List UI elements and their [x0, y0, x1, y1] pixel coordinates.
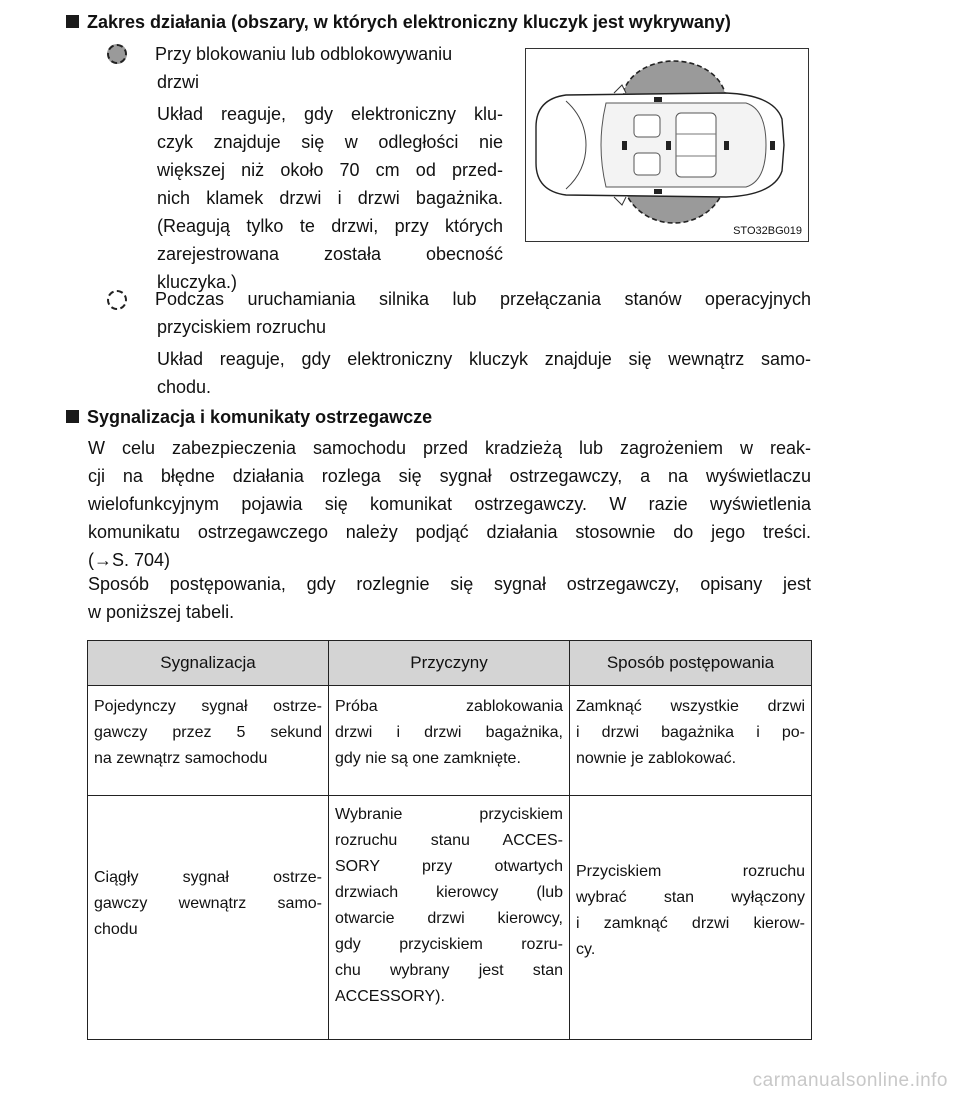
figure-code: STO32BG019 [733, 225, 802, 237]
paragraph-line: cji na błędne działania rozlega się sygnał ostrzegawczy, a na wyświetlaczu [88, 466, 811, 486]
cell-line: nownie je zablokować. [576, 750, 737, 767]
description-line: Układ reaguje, gdy elektroniczny kluczyk znajduje się wewnątrz samo- [157, 349, 811, 369]
table-header-row [88, 641, 812, 686]
cell-line: Przyciskiem rozruchu [576, 862, 805, 880]
antenna-icon [666, 141, 671, 150]
paragraph-line: Sposób postępowania, gdy rozlegnie się sygnał ostrzegawczy, opisany jest [88, 574, 811, 594]
warnings-paragraph-2 [88, 570, 811, 626]
cell-line: drzwi i drzwi bagażnika, [335, 724, 563, 741]
item-title-line: Podczas uruchamiania silnika lub przełączania stanów operacyjnych [155, 289, 811, 309]
cell-line: cy. [576, 940, 596, 958]
description-line: czyk znajduje się w odległości nie [157, 132, 503, 152]
section-bullet-icon [66, 410, 79, 423]
table-row [88, 796, 812, 1040]
section-heading-warnings: Sygnalizacja i komunikaty ostrzegawcze [66, 405, 432, 429]
warning-signals-table [87, 640, 812, 1040]
light-area-marker-icon [107, 290, 127, 310]
item-engine-start-title [155, 285, 811, 341]
cell-line: Zamknąć wszystkie drzwi [576, 698, 805, 715]
description-line: kluczyka.) [157, 272, 238, 292]
rear-seat [676, 113, 716, 177]
dark-area-marker-icon [107, 44, 127, 64]
item-title-line: drzwi [157, 72, 200, 92]
cell-line: Ciągły sygnał ostrze- [94, 868, 322, 886]
cell-line: otwarcie drzwi kierowcy, [335, 910, 563, 927]
paragraph-line: w poniższej tabeli. [88, 602, 235, 622]
car-top-view-diagram [526, 49, 808, 241]
table-row [88, 686, 812, 796]
table-cell-action [570, 796, 812, 1040]
paragraph-line: komunikatu ostrzegawczego należy podjąć działania stosownie do jego treści. [88, 522, 811, 542]
mirror-left [614, 85, 626, 93]
table-cell-signal [88, 796, 329, 1040]
antenna-icon [724, 141, 729, 150]
paragraph-line: W celu zabezpieczenia samochodu przed kradzieżą lub zagrożeniem w reak- [88, 438, 811, 458]
cell-line: i zamknąć drzwi kierow- [576, 914, 805, 932]
description-line: chodu. [157, 377, 212, 397]
front-seat-right [634, 153, 660, 175]
item-door-lock-title [155, 40, 505, 96]
paragraph-line: wielofunkcyjnym pojawia się komunikat ostrzegawczy. W razie wyświetlenia [88, 494, 811, 514]
item-title-line: Przy blokowaniu lub odblokowywaniu [155, 44, 453, 64]
cell-line: Wybranie przyciskiem [335, 806, 563, 823]
cell-line: ACCESSORY). [335, 988, 445, 1005]
antenna-icon [654, 189, 662, 194]
table-cell-signal [88, 686, 329, 796]
cell-line: gawczy przez 5 sekund [94, 724, 322, 741]
cell-line: SORY przy otwartych [335, 858, 563, 875]
cell-line: gawczy wewnątrz samo- [94, 894, 322, 912]
page-reference-link[interactable]: (→S. 704) [88, 550, 171, 570]
header-action: Sposób postępowania [570, 641, 812, 686]
section-bullet-icon [66, 15, 79, 28]
cell-line: Pojedynczy sygnał ostrze- [94, 698, 322, 715]
cell-line: chodu [94, 920, 138, 938]
cell-line: i drzwi bagażnika i po- [576, 724, 805, 741]
description-line: większej niż około 70 cm od przed- [157, 160, 503, 180]
table-cell-cause [329, 796, 570, 1040]
mirror-right [614, 197, 626, 205]
table-cell-action [570, 686, 812, 796]
cell-line: wybrać stan wyłączony [576, 888, 805, 906]
cell-line: drzwiach kierowcy (lub [335, 884, 563, 901]
header-signal: Sygnalizacja [88, 641, 329, 686]
table-cell-cause [329, 686, 570, 796]
description-line: nich klamek drzwi i drzwi bagażnika. [157, 188, 503, 208]
description-line: Układ reaguje, gdy elektroniczny klu- [157, 104, 503, 124]
cell-line: rozruchu stanu ACCES- [335, 832, 563, 849]
cell-line: gdy nie są one zamknięte. [335, 750, 521, 767]
cell-line: gdy przyciskiem rozru- [335, 936, 563, 953]
site-watermark: carmanualsonline.info [752, 1070, 948, 1091]
antenna-icon [770, 141, 775, 150]
front-seat-left [634, 115, 660, 137]
header-causes: Przyczyny [329, 641, 570, 686]
item-door-lock-description [157, 100, 503, 296]
section-heading-range: Zakres działania (obszary, w których elektroniczny kluczyk jest wykrywany) [66, 10, 731, 34]
cell-line: chu wybrany jest stan [335, 962, 563, 979]
description-line: (Reagują tylko te drzwi, przy których [157, 216, 503, 236]
antenna-icon [622, 141, 627, 150]
item-engine-start-description [157, 345, 811, 401]
cell-line: Próba zablokowania [335, 698, 563, 715]
description-line: zarejestrowana została obecność [157, 244, 503, 264]
car-detection-area-figure [525, 48, 809, 242]
item-title-line: przyciskiem rozruchu [157, 317, 327, 337]
cell-line: na zewnątrz samochodu [94, 750, 268, 767]
warnings-paragraph-1 [88, 434, 811, 574]
antenna-icon [654, 97, 662, 102]
